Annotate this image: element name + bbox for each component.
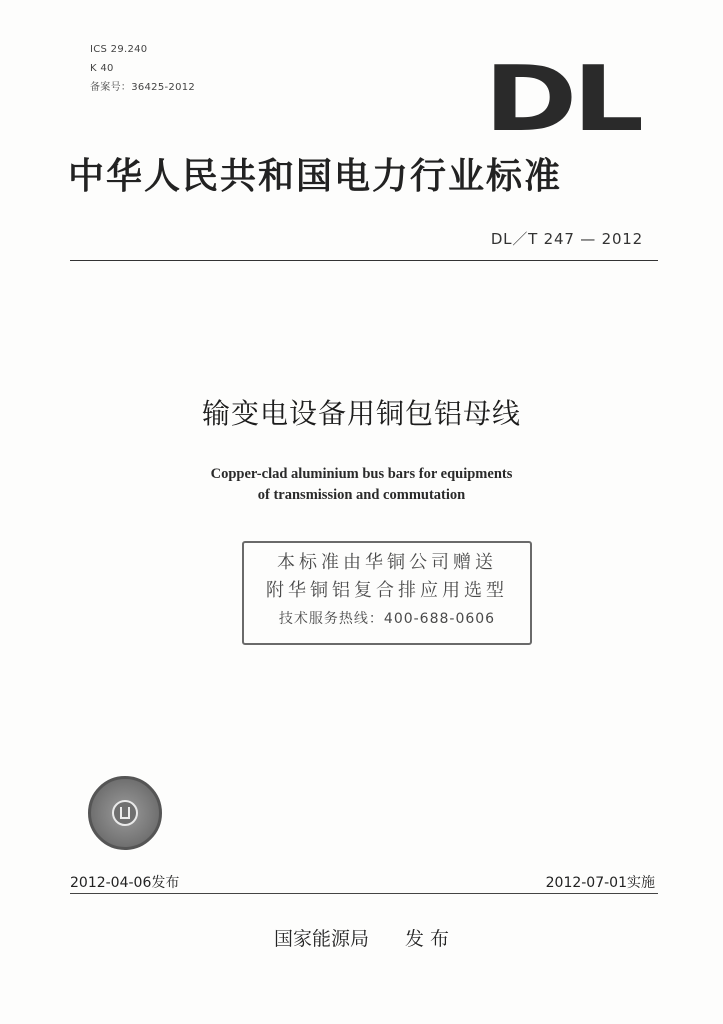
class-code: K 40 <box>90 63 114 74</box>
publish-date: 2012-04-06发布 <box>70 875 180 891</box>
record-number: 备案号：36425-2012 <box>90 82 196 93</box>
classification-block <box>90 40 195 97</box>
stamp-line1: 本标准由华铜公司赠送 <box>277 552 497 573</box>
chinese-title: 输变电设备用铜包铝母线 <box>201 397 521 430</box>
english-title-line1: Copper-clad aluminium bus bars for equipments <box>210 466 513 482</box>
header-divider <box>70 260 658 261</box>
effective-date: 2012-07-01实施 <box>545 875 655 891</box>
standard-title: 中华人民共和国电力行业标准 <box>68 155 563 197</box>
standard-number: DL／T 247 — 2012 <box>490 230 643 248</box>
english-title-line2: of transmission and commutation <box>257 487 466 503</box>
official-seal-icon <box>88 776 162 850</box>
distribution-stamp <box>242 541 532 645</box>
english-title <box>0 464 723 506</box>
issuer <box>0 924 723 951</box>
stamp-line3: 技术服务热线：400-688-0606 <box>278 611 496 627</box>
ics-code: ICS 29.240 <box>90 44 148 55</box>
issuer-name: 国家能源局 <box>273 928 369 950</box>
issuer-action: 发 布 <box>404 928 450 950</box>
stamp-line2: 附华铜铝复合排应用选型 <box>266 580 508 601</box>
footer-divider <box>70 893 658 894</box>
seal-emblem-icon <box>112 800 138 826</box>
dl-logo: DL <box>484 47 640 152</box>
